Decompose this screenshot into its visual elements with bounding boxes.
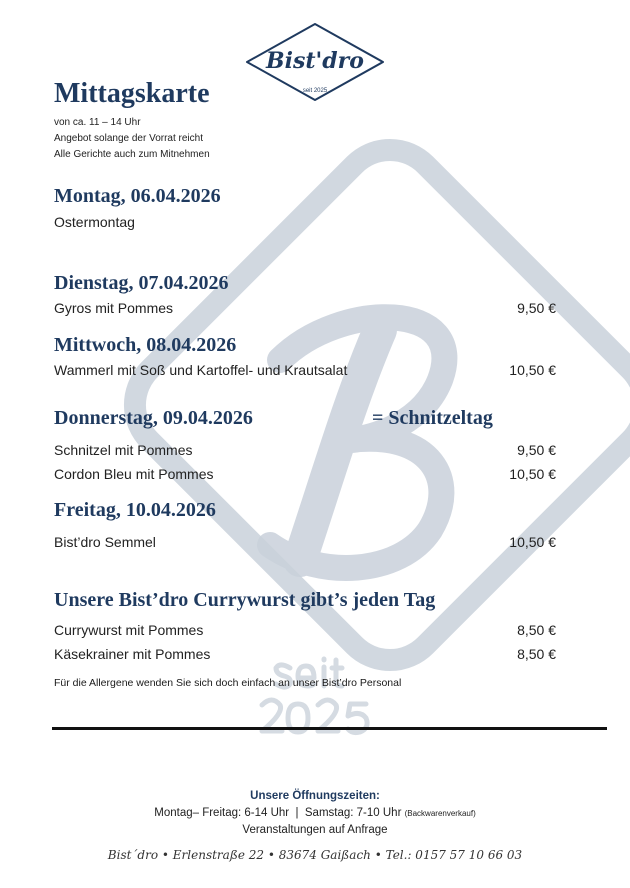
day-heading: Dienstag, 07.04.2026 [54,272,229,294]
svg-text:Bist'dro: Bist'dro [266,48,364,74]
address-line: Bist´dro • Erlenstraße 22 • 83674 Gaißach • Tel.: 0157 57 10 66 03 [107,848,523,862]
day-heading: Mittwoch, 08.04.2026 [54,334,237,356]
hours-note: (Backwarenverkauf) [404,809,476,818]
menu-item: Wammerl mit Soß und Kartoffel- und Krautsalat [54,362,348,378]
hours-weekday: Montag– Freitag: 6-14 Uhr | Samstag: 7-10 Uhr [154,807,405,819]
hours-title: Unsere Öffnungszeiten: [250,790,380,802]
day-heading: Donnerstag, 09.04.2026 [54,407,253,429]
subtitle-stock: Angebot solange der Vorrat reicht [54,133,203,144]
day-theme: = Schnitzeltag [372,407,493,429]
divider [52,727,607,730]
bistdro-logo [243,22,387,102]
watermark-letter-b [270,317,444,568]
page-title: Mittagskarte [54,78,210,109]
menu-price: 10,50 € [509,466,556,482]
hours-line [0,807,630,819]
menu-item: Bist’dro Semmel [54,534,156,550]
menu-price: 10,50 € [509,534,556,550]
menu-price: 9,50 € [517,442,556,458]
menu-item: Gyros mit Pommes [54,300,174,316]
subtitle-hours: von ca. 11 – 14 Uhr [54,117,141,128]
day-heading: Freitag, 10.04.2026 [54,499,216,521]
day-heading: Montag, 06.04.2026 [54,185,221,207]
menu-item: Käsekrainer mit Pommes [54,646,211,662]
menu-price: 8,50 € [517,622,556,638]
watermark-seit-2025 [262,659,367,733]
menu-item: Schnitzel mit Pommes [54,442,193,458]
allergen-note: Für die Allergene wenden Sie sich doch einfach an unser Bist’dro Personal [54,677,402,689]
menu-item: Ostermontag [54,214,135,230]
menu-item: Cordon Bleu mit Pommes [54,466,214,482]
menu-price: 9,50 € [517,300,556,316]
svg-text:seit 2025: seit 2025 [302,88,328,94]
section-heading: Unsere Bist’dro Currywurst gibt’s jeden Tag [54,589,436,611]
menu-price: 10,50 € [509,362,556,378]
subtitle-takeaway: Alle Gerichte auch zum Mitnehmen [54,149,210,160]
menu-price: 8,50 € [517,646,556,662]
menu-item: Currywurst mit Pommes [54,622,204,638]
events-note: Veranstaltungen auf Anfrage [242,824,388,836]
